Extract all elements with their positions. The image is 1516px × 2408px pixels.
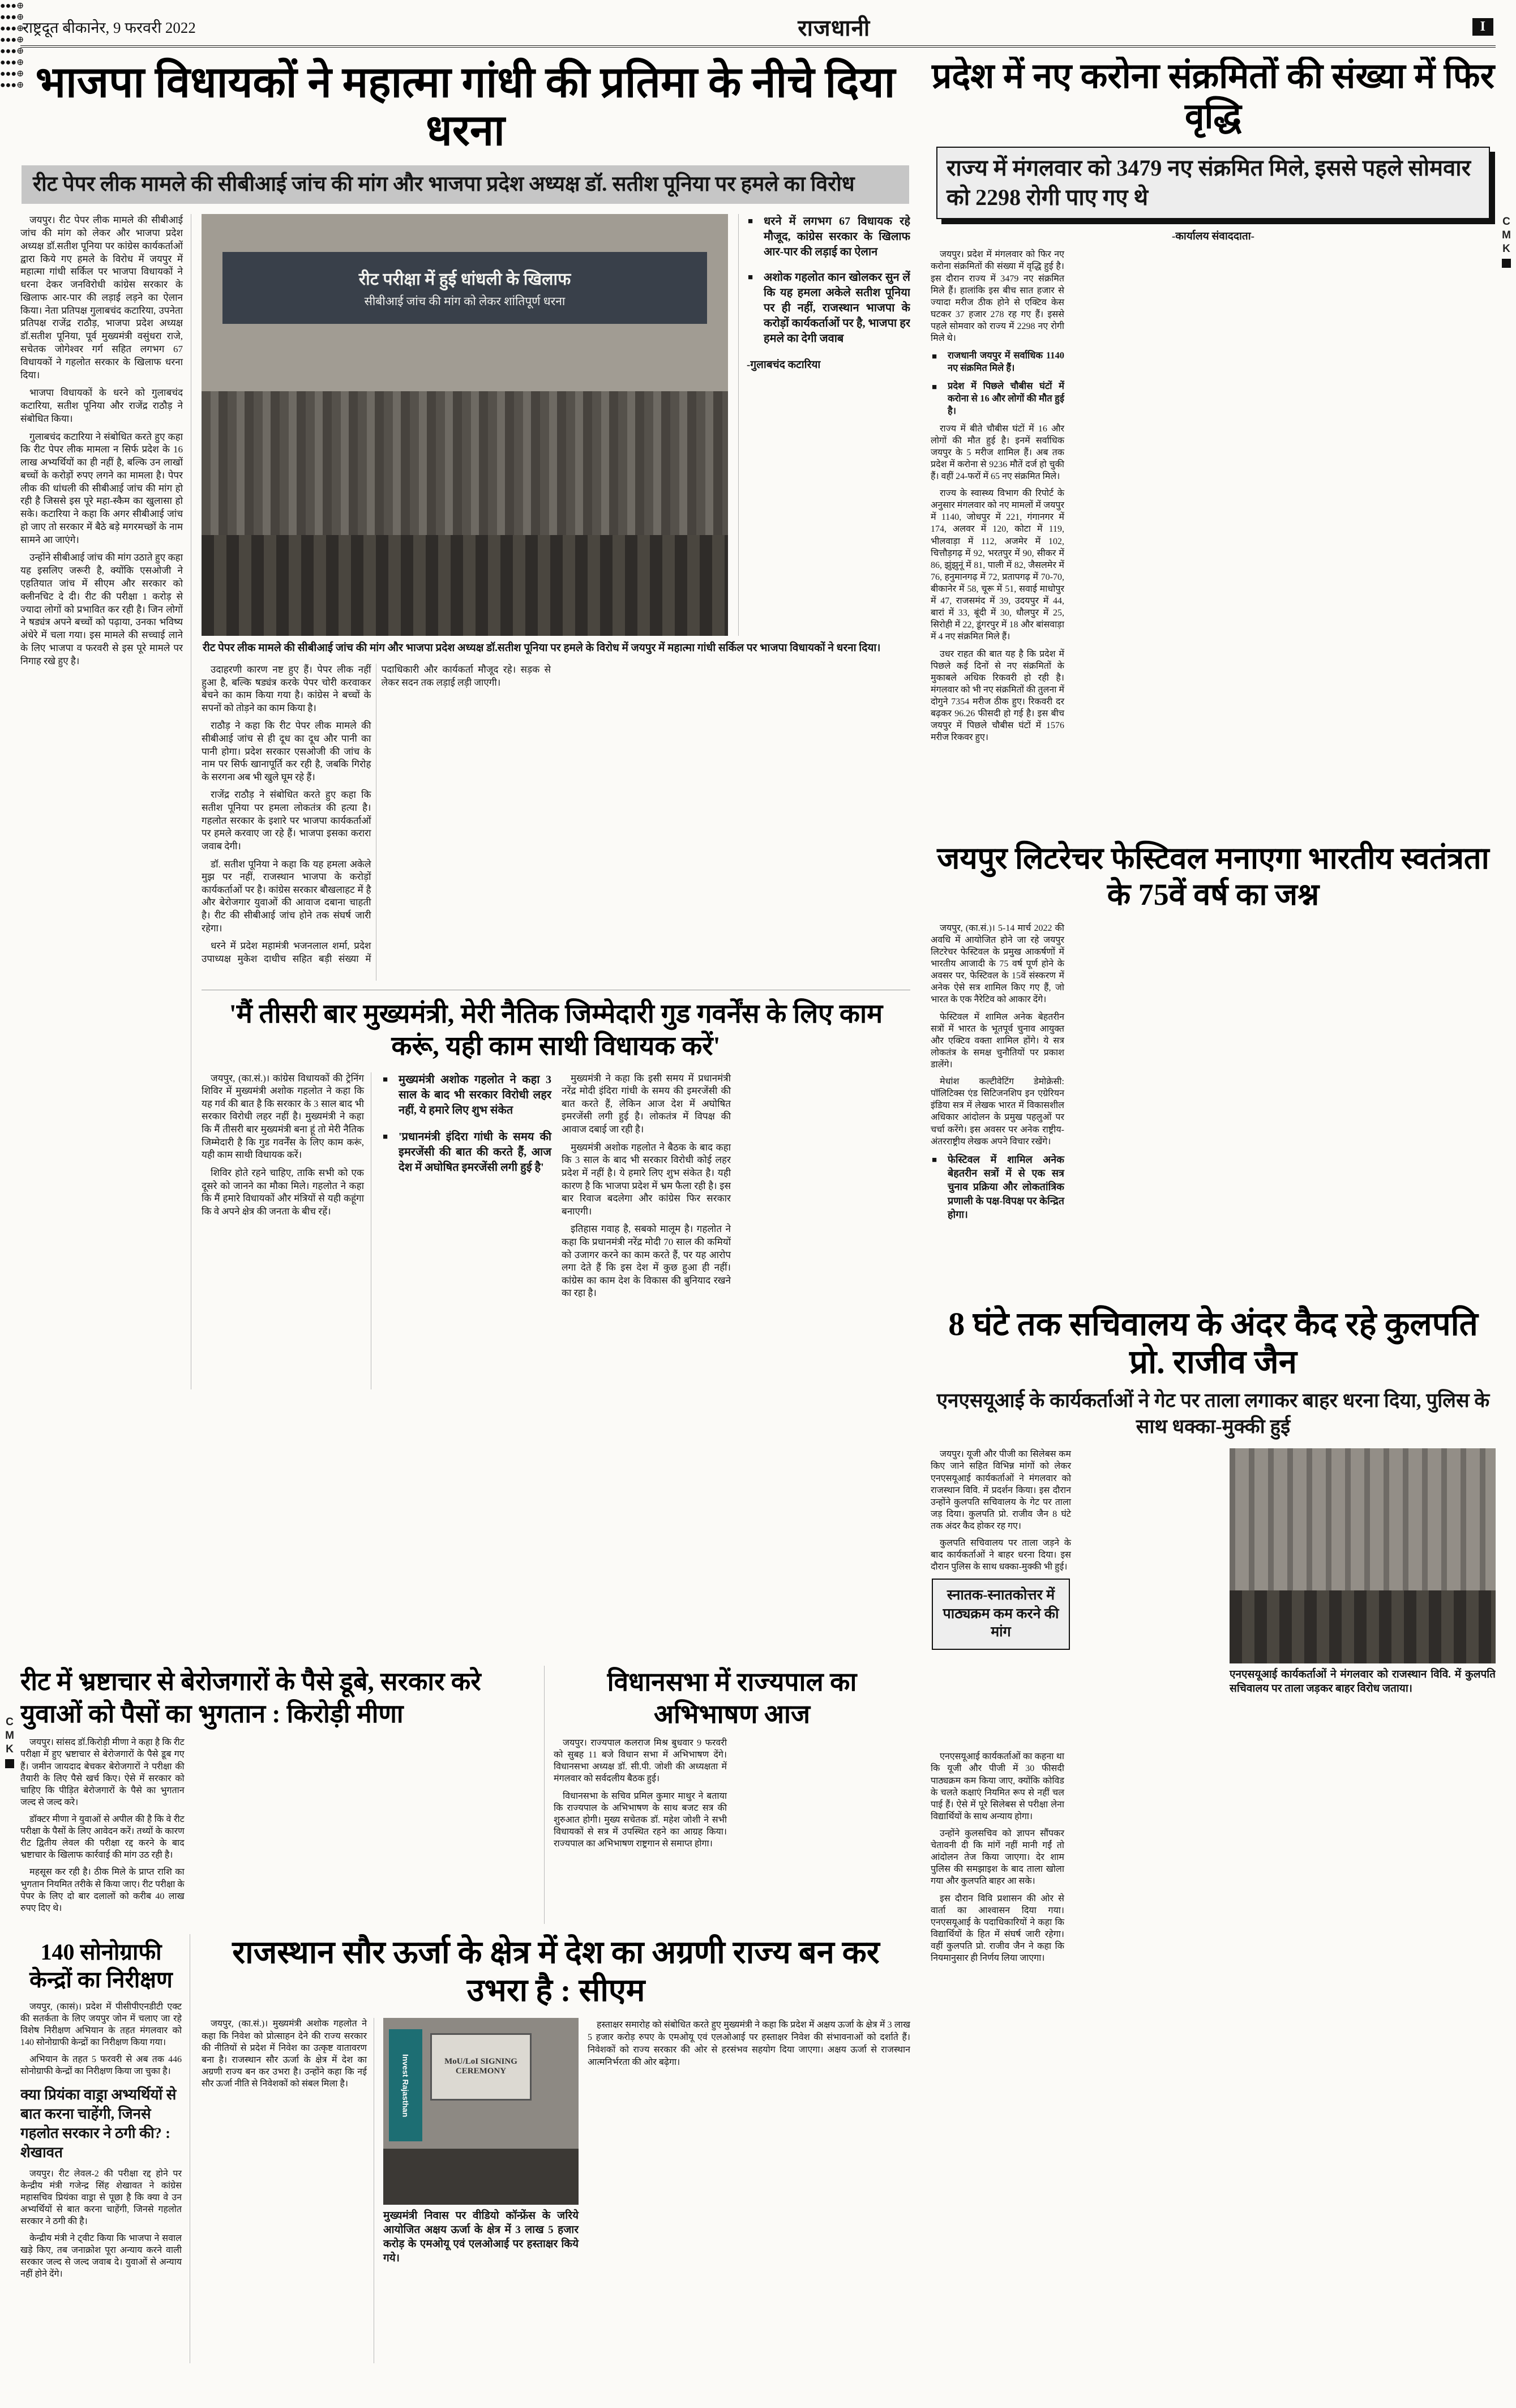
paragraph: मुख्यमंत्री अशोक गहलोत ने बैठक के बाद कहा कि 3 साल के बाद भी सरकार विरोधी कोई लहर प्रदेश में नहीं है। ये हमारे लिए शुभ संकेत है। यही कारण है कि भाजपा प्रदेश में भ्रम फैला रही है। इस बार रिवाज बदलेगा और कांग्रेस फिर सरकार बनाएगी। xyxy=(562,1141,731,1217)
paragraph: कुलपति सचिवालय पर ताला जड़ने के बाद कार्यकर्ताओं ने बाहर धरना दिया। इस दौरान पुलिस के साथ धक्का-मुक्की भी हुई। xyxy=(931,1538,1071,1572)
solar-photo-block xyxy=(383,2018,579,2363)
kulpati-photo-block xyxy=(1230,1448,1496,1743)
video-screen: MoU/LoI SIGNING CEREMONY xyxy=(430,2033,532,2101)
paragraph: धरने में प्रदेश महामंत्री भजनलाल शर्मा, प्रदेश उपाध्यक्ष मुकेश दाधीच सहित बड़ी संख्या में पदाधिकारी और कार्यकर्ता मौजूद रहे। सड़क से लेकर सदन तक लड़ाई लड़ी जाएगी। xyxy=(202,664,551,964)
dot-icon: ● xyxy=(0,58,6,67)
masthead: राष्ट्रदूत बीकानेर, 9 फरवरी 2022 xyxy=(23,19,196,36)
corona-body xyxy=(931,249,1496,820)
dharna-subhead: रीट पेपर लीक मामले की सीबीआई जांच की मांग और भाजपा प्रदेश अध्यक्ष डॉ. सतीश पूनिया पर हमले का विरोध xyxy=(22,165,909,204)
paragraph: डॉ. सतीश पूनिया ने कहा कि यह हमला अकेले मुझ पर नहीं, राजस्थान भाजपा के करोड़ों कार्यकर्ताओं पर है। कांग्रेस सरकार बौखलाहट में है और बेरोजगार युवाओं की आवाज दबाना चाहती है। रीट की सीबीआई जांच होने तक संघर्ष जारी रहेगा। xyxy=(202,858,371,934)
dot-icon: ● xyxy=(5,24,11,33)
paragraph: जयपुर। सांसद डॉ.किरोड़ी मीणा ने कहा है कि रीट परीक्षा में हुए भ्रष्टाचार से बेरोजगारों के पैसे डूब गए हैं। जमीन जायदाद बेचकर बेरोजगारों ने परीक्षा की तैयारी के लिए पैसे खर्च किए। ऐसे में सरकार को चाहिए कि पीड़ित बेरोजगारों के पैसे का भुगतान जल्द से जल्द करे। xyxy=(20,1738,185,1807)
registration-mark-left xyxy=(2,1716,17,1768)
dot-icon: ● xyxy=(11,46,17,56)
kulpati-headline: 8 घंटे तक सचिवालय के अंदर कैद रहे कुलपति प्रो. राजीव जैन xyxy=(948,1305,1478,1381)
corona-points xyxy=(931,349,1064,417)
section-title: राजधानी xyxy=(798,15,871,41)
paragraph: राजेंद्र राठौड़ ने संबोधित करते हुए कहा कि सतीश पूनिया पर हमला लोकतंत्र की हत्या है। गहलोत सरकार के इशारे पर भाजपा कार्यकर्ताओं पर हमले करवाए जा रहे हैं। भाजपा इसका करारा जवाब देगी। xyxy=(202,789,371,852)
dot-icon: ● xyxy=(5,1,11,11)
dharna-highlights xyxy=(738,214,910,636)
reg-letter: M xyxy=(5,1729,14,1742)
paragraph: हस्ताक्षर समारोह को संबोधित करते हुए मुख्यमंत्री ने कहा कि प्रदेश में अक्षय ऊर्जा के क्षेत्र में 3 लाख 5 हजार करोड़ रुपए के एमओयू एवं एलओआई पर हस्ताक्षर निवेश की संभावनाओं को दर्शाते हैं। निवेशकों को राज्य सरकार की ओर से हरसंभव सहयोग दिया जाएगा। अक्षय ऊर्जा से राजस्थान आत्मनिर्भरता की ओर बढ़ेगा। xyxy=(588,2020,910,2068)
dot-icon: ● xyxy=(11,24,17,33)
corona-paragraphs xyxy=(931,423,1064,744)
article-dharna xyxy=(20,57,910,1658)
paragraph: ■ धरने में लगभग 67 विधायक रहे मौजूद, कांग्रेस सरकार के खिलाफ आर-पार की लड़ाई का ऐलान xyxy=(747,214,910,260)
paragraph: जयपुर, (का.सं.)। 5-14 मार्च 2022 की अवधि में आयोजित होने जा रहे जयपुर लिटरेचर फेस्टिवल के प्रमुख आकर्षणों में भारतीय आजादी के 75 वर्ष पूर्ण होने के अवसर पर, फेस्टिवल के 15वें संस्करण में अनेक ऐसे सत्र शामिल किए गए हैं, जो भारत के एक नैरेटिव को आकार देंगे। xyxy=(931,923,1064,1005)
gate-protest-photo xyxy=(1230,1448,1496,1663)
litfest-headline: जयपुर लिटरेचर फेस्टिवल मनाएगा भारतीय स्वतंत्रता के 75वें वर्ष का जश्न xyxy=(937,841,1489,912)
article-litfest xyxy=(931,841,1496,1284)
paragraph: राज्य में बीते चौबीस घंटों में 16 और लोगों की मौत हुई है। इनमें सर्वाधिक जयपुर के 5 मरीज शामिल हैं। अब तक प्रदेश में करोना से 9236 मौतें दर्ज हो चुकी हैं। वहीं 24-फरों में 65 नए संक्रमित मिले। xyxy=(931,424,1064,481)
plus-icon: ⊕ xyxy=(16,1,24,11)
article-cm-quote xyxy=(202,990,910,1389)
article-kirodi xyxy=(20,1666,533,1924)
shekhawat-headline: क्या प्रियंका वाड्रा अभ्यर्थियों से बात करना चाहेंगी, जिनसे गहलोत सरकार ने ठगी की? : शेखावत xyxy=(20,2086,177,2161)
reg-letter: K xyxy=(1502,242,1510,255)
dharna-body xyxy=(202,664,910,981)
photo-banner-subtext: सीबीआई जांच की मांग को लेकर शांतिपूर्ण धरना xyxy=(364,294,566,309)
solar-column-2 xyxy=(588,2018,910,2363)
paragraph: जयपुर। रीट लेवल-2 की परीक्षा रद्द होने पर केन्द्रीय मंत्री गजेन्द्र सिंह शेखावत ने कांग्रेस महासचिव प्रियंका वाड्रा से पूछा है कि क्या वे उन अभ्यर्थियों से बात करना चाहेंगी, जिनसे गहलोत सरकार ने ठगी की है। xyxy=(20,2169,182,2226)
paragraph: मुख्यमंत्री ने कहा कि इसी समय में प्रधानमंत्री नरेंद्र मोदी इंदिरा गांधी के समय की इमरजेंसी की बात करते हैं, लेकिन आज देश में अघोषित इमरजेंसी लगी हुई है। लोकतंत्र में विपक्ष की आवाज दबाई जा रही है। xyxy=(562,1072,731,1135)
kulpati-body-continued xyxy=(931,1751,1496,2238)
shekhawat-body xyxy=(20,2168,182,2281)
dot-icon: ● xyxy=(11,1,17,11)
photo-banner-text: रीट परीक्षा में हुई धांधली के खिलाफ xyxy=(358,270,571,289)
dot-icon: ● xyxy=(11,12,17,22)
paragraph: शिविर होते रहने चाहिए, ताकि सभी को एक दूसरे को जानने का मौका मिले। गहलोत ने कहा कि मैं हमारे विधायकों और मंत्रियों से यही कहूंगा कि वे अपने क्षेत्र की जनता के बीच रहें। xyxy=(202,1167,364,1217)
dot-icon: ● xyxy=(11,35,17,45)
paragraph: विधानसभा के सचिव प्रमिल कुमार माथुर ने बताया कि राज्यपाल के अभिभाषण के साथ बजट सत्र की शुरुआत होगी। मुख्य सचेतक डॉ. महेश जोशी ने सभी विधायकों से सत्र में उपस्थित रहने का आग्रह किया। राज्यपाल का अभिभाषण राष्ट्रगान से समाप्त होगा। xyxy=(554,1791,727,1849)
paragraph: इतिहास गवाह है, सबको मालूम है। गहलोत ने कहा कि प्रधानमंत्री नरेंद्र मोदी 70 साल की कमियों को उजागर करने का काम करते हैं, पर यह आरोप लगा देते हैं कि इस देश में कुछ हुआ ही नहीं। कांग्रेस का काम देश के विकास की बुनियाद रखने का रहा है। xyxy=(562,1224,731,1299)
paragraph: ■ प्रदेश में पिछले चौबीस घंटों में करोना से 16 और लोगों की मौत हुई है। xyxy=(931,380,1064,418)
dharna-headline: भाजपा विधायकों ने महात्मा गांधी की प्रतिमा के नीचे दिया धरना xyxy=(35,59,896,155)
paragraph: गुलाबचंद कटारिया ने संबोधित करते हुए कहा कि रीट पेपर लीक मामला न सिर्फ प्रदेश के 16 लाख अभ्यर्थियों का ही नहीं है, बल्कि उन लाखों बच्चों के करोड़ों रुपए लगने का मामला है। पेपर लीक की धांधली की सीबीआई जांच की मांग हो रही है जिससे इस पूरे महा-स्कैम का खुलासा हो सके। कटारिया ने कहा कि अगर सीबीआई जांच हो जाए तो सरकार में बैठे बड़े मगरमच्छों के नाम सामने आ जाएंगे। xyxy=(20,431,183,545)
paragraph: जयपुर। प्रदेश में मंगलवार को फिर नए करोना संक्रमितों की संख्या में वृद्धि हुई है। इस दौरान राज्य में 3479 नए संक्रमित मिले हैं। हालांकि इस बीच सात हजार से ज्यादा मरीज ठीक होने से एक्टिव केस घटकर 37 हजार 278 रह गए हैं। इससे पहले सोमवार को राज्य में 2298 नए रोगी मिले थे। xyxy=(931,250,1064,344)
protest-photo-caption: रीट पेपर लीक मामले की सीबीआई जांच की मांग और भाजपा प्रदेश अध्यक्ष डॉ.सतीश पूनिया पर हमले के विरोध में जयपुर में महात्मा गांधी सर्किल पर भाजपा विधायकों ने धरना दिया। xyxy=(203,642,881,655)
right-column-stack xyxy=(931,57,1496,2361)
plus-icon: ⊕ xyxy=(16,69,24,79)
person-silhouette xyxy=(442,2097,468,2153)
article-solar xyxy=(202,1934,910,2363)
cm-quote-highlights xyxy=(382,1072,551,1389)
corona-lead xyxy=(931,249,1064,344)
article-sonography xyxy=(20,1934,190,2363)
dot-icon: ● xyxy=(11,58,17,67)
protest-photo xyxy=(202,214,728,636)
crowd-texture xyxy=(202,535,728,636)
reg-letter: C xyxy=(6,1716,14,1728)
plus-icon: ⊕ xyxy=(16,24,24,33)
article-kulpati xyxy=(931,1305,1496,2238)
dot-icon: ● xyxy=(11,69,17,79)
signing-photo-caption: मुख्यमंत्री निवास पर वीडियो कॉन्फ्रेंस के जरिये आयोजित अक्षय ऊर्जा के क्षेत्र में 3 लाख 5 हजार करोड़ के एमओयू एवं एलओआई पर हस्ताक्षर किये गये। xyxy=(383,2210,579,2264)
kulpati-paragraphs xyxy=(931,1448,1071,1573)
kulpati-subhead: एनएसयूआई के कार्यकर्ताओं ने गेट पर ताला लगाकर बाहर धरना दिया, पुलिस के साथ धक्का-मुक्की हुई xyxy=(936,1389,1490,1438)
dharna-main-area xyxy=(202,214,910,1389)
paragraph: जयपुर, (कासं)। प्रदेश में पीसीपीएनडीटी एक्ट की सतर्कता के लिए जयपुर जोन में चलाए जा रहे विशेष निरीक्षण अभियान के तहत मंगलवार को 140 सोनोग्राफी केन्द्रों का निरीक्षण किया गया। xyxy=(20,2001,182,2047)
vidhansabha-headline: विधानसभा में राज्यपाल का अभिभाषण आज xyxy=(607,1667,857,1729)
sonography-headline: 140 सोनोग्राफी केन्द्रों का निरीक्षण xyxy=(29,1939,173,1992)
page-marker: I xyxy=(1472,18,1493,36)
paragraph: ■ मुख्यमंत्री अशोक गहलोत ने कहा 3 साल के बाद भी सरकार विरोधी लहर नहीं, ये हमारे लिए शुभ संकेत xyxy=(382,1072,551,1118)
litfest-bullet: ■ फेस्टिवल में शामिल अनेक बेहतरीन सत्रों में से एक सत्र चुनाव प्रक्रिया और लोकतांत्रिक प्रणाली के पक्ष-विपक्ष पर केन्द्रित होगा। xyxy=(931,1153,1064,1221)
cm-quote-body xyxy=(562,1072,910,1389)
paragraph: भाजपा विधायकों के धरने को गुलाबचंद कटारिया, सतीश पूनिया और राजेंद्र राठौड़ ने संबोधित किया। xyxy=(20,387,183,424)
reg-letter: M xyxy=(1502,229,1511,241)
paragraph: राठौड़ ने कहा कि रीट पेपर लीक मामले की सीबीआई जांच से ही दूध का दूध और पानी का पानी होगा। प्रदेश सरकार एसओजी की जांच के नाम पर सिर्फ खानापूर्ति कर रही है, जबकि गिरोह के सरगना अब भी खुले घूम रहे हैं। xyxy=(202,720,371,782)
signing-ceremony-photo xyxy=(383,2018,579,2205)
footer-dot-group xyxy=(0,0,1516,11)
paragraph: मेधांश कल्टीवेटिंग डेमोक्रेसी: पॉलिटिक्स एंड सिटिजनशिप इन एग्रेरियन इंडिया सत्र में लेखक भारत में विकासशील अधिकार आंदोलन के प्रमुख पहलुओं पर चर्चा करेंगे। इस अवसर पर अनेक राष्ट्रीय-अंतरराष्ट्रीय लेखक अपने विचार रखेंगे। xyxy=(931,1077,1064,1147)
crowd-texture xyxy=(1230,1590,1496,1663)
dot-icon: ● xyxy=(11,80,17,90)
dot-icon: ● xyxy=(0,46,6,56)
corona-byline: -कार्यालय संवाददाता- xyxy=(1172,230,1254,243)
paragraph: उन्होंने सीबीआई जांच की मांग उठाते हुए कहा यह इसलिए जरूरी है, क्योंकि एसओजी ने एहतियात जांच में सीएम और सरकार को क्लीनचिट दे दी। रीट की परीक्षा 1 करोड़ से ज्यादा लोगों को प्रभावित कर रही है। जिन लोगों ने षड्यंत्र अपने बच्चों को पढ़ाया, उनका भविष्य अंधेरे में चला गया। इस मामले की सच्चाई लाने के लिए भाजपा व फरवरी से इस पूरे मामले पर निगाह रखे हुए है। xyxy=(20,552,183,666)
kirodi-body xyxy=(20,1737,533,1923)
cm-quote-column-1 xyxy=(202,1072,371,1389)
registration-mark-right xyxy=(1499,215,1514,268)
paragraph: अभियान के तहत 5 फरवरी से अब तक 446 सोनोग्राफी केन्द्रों का निरीक्षण किया जा चुका है। xyxy=(20,2055,182,2077)
dot-icon: ● xyxy=(5,58,11,67)
dot-icon: ● xyxy=(5,46,11,56)
table-silhouette xyxy=(383,2149,579,2205)
reg-square-icon xyxy=(1502,259,1511,268)
gate-photo-caption: एनएसयूआई कार्यकर्ताओं ने मंगलवार को राजस्थान विवि. में कुलपति सचिवालय पर ताला जड़कर बाहर विरोध जताया। xyxy=(1230,1669,1496,1695)
paragraph: ■ 'प्रधानमंत्री इंदिरा गांधी के समय की इमरजेंसी की बात की करते हैं, आज देश में अघोषित इमरजेंसी लगी हुई है' xyxy=(382,1130,551,1175)
litfest-body xyxy=(931,922,1496,1285)
paragraph: जयपुर, (का.सं.)। कांग्रेस विधायकों की ट्रेनिंग शिविर में मुख्यमंत्री अशोक गहलोत ने कहा कि यह गर्व की बात है कि सरकार के 3 साल बाद भी सरकार विरोधी लहर नहीं है। मुख्यमंत्री ने कहा कि मैं तीसरी बार मुख्यमंत्री बना हूं तो मेरी नैतिक जिम्मेदारी है कि गुड गवर्नेंस के लिए काम करूं, यही काम साथी विधायक करें। xyxy=(202,1072,364,1161)
corona-subhead: राज्य में मंगलवार को 3479 नए संक्रमित मिले, इससे पहले सोमवार को 2298 रोगी पाए गए थे xyxy=(936,147,1490,219)
dharna-bullet-list xyxy=(747,214,910,347)
plus-icon: ⊕ xyxy=(16,80,24,90)
paragraph: फेस्टिवल में शामिल अनेक बेहतरीन सत्रों में भारत के भूतपूर्व चुनाव आयुक्त और एक्टिव वक्ता शामिल होंगे। ये सत्र लोकतंत्र के समक्ष चुनौतियों पर प्रकाश डालेंगे। xyxy=(931,1012,1064,1070)
paragraph: राज्य के स्वास्थ्य विभाग की रिपोर्ट के अनुसार मंगलवार को नए मामलों में जयपुर में 1140, जोधपुर में 221, गंगानगर में 174, अलवर में 120, कोटा में 119, भीलवाड़ा में 112, अजमेर में 102, चित्तौड़गढ़ में 92, भरतपुर में 90, सीकर में 86, झुंझुनूं में 81, पाली में 82, जैसलमेर में 76, हनुमानगढ़ में 72, प्रतापगढ़ में 70-70, बीकानेर में 58, चूरू में 51, सवाई माधोपुर में 47, राजसमंद में 39, उदयपुर में 44, बारां में 33, बूंदी में 30, धौलपुर में 25, सिरोही में 22, डूंगरपुर में 18 और बांसवाड़ा में 4 नए संक्रमित मिले हैं। xyxy=(931,489,1064,642)
reg-letter: C xyxy=(1502,216,1510,228)
person-silhouette xyxy=(512,2097,538,2153)
dot-icon: ● xyxy=(0,12,6,22)
plus-icon: ⊕ xyxy=(16,58,24,67)
vidhansabha-body xyxy=(554,1737,910,1924)
reg-square-icon xyxy=(5,1759,14,1768)
article-corona xyxy=(931,57,1496,820)
dot-icon: ● xyxy=(0,80,6,90)
sonography-body xyxy=(20,2001,182,2078)
paragraph: जयपुर। रीट पेपर लीक मामले की सीबीआई जांच की मांग को लेकर और भाजपा प्रदेश अध्यक्ष डॉ.सतीश पूनिया पर कांग्रेस कार्यकर्ताओं द्वारा किये गए हमले के विरोध में जयपुर में महात्मा गांधी सर्किल पर भाजपा विधायकों ने धरना देकर जनविरोधी कांग्रेस सरकार के खिलाफ आर-पार की लड़ाई लड़ने का ऐलान किया। नेता प्रतिपक्ष गुलाबचंद कटारिया, उपनेता प्रतिपक्ष राजेंद्र राठौड़, भाजपा प्रदेश अध्यक्ष डॉ.सतीश पूनिया, पूर्व मुख्यमंत्री वसुंधरा राजे, सचेतक जोगेश्वर गर्ग सहित लगभग 67 विधायकों ने गहलोत सरकार के खिलाफ धरना दिया। xyxy=(20,215,183,380)
solar-headline: राजस्थान सौर ऊर्जा के क्षेत्र में देश का अग्रणी राज्य बन कर उभरा है : सीएम xyxy=(232,1935,880,2009)
plus-icon: ⊕ xyxy=(16,35,24,45)
dot-icon: ● xyxy=(0,1,6,11)
cm-quote-headline: 'मैं तीसरी बार मुख्यमंत्री, मेरी नैतिक जिम्मेदारी गुड गवर्नेंस के लिए काम करूं, यही काम साथी विधायक करें' xyxy=(229,999,883,1062)
paragraph: उदाहरणी कारण नष्ट हुए हैं। पेपर लीक नहीं हुआ है, बल्कि षड्यंत्र करके पेपर चोरी करवाकर बेचने का काम किया गया है। कांग्रेस ने बच्चों के सपनों को तोड़ने का काम किया है। xyxy=(202,664,371,713)
dot-icon: ● xyxy=(0,69,6,79)
paragraph: उन्होंने कुलसचिव को ज्ञापन सौंपकर चेतावनी दी कि मांगें नहीं मानी गईं तो आंदोलन तेज किया जाएगा। देर शाम पुलिस की समझाइश के बाद ताला खोला गया और कुलपति बाहर आ सके। xyxy=(931,1828,1064,1887)
kirodi-headline: रीट में भ्रष्टाचार से बेरोजगारों के पैसे डूबे, सरकार करे युवाओं को पैसों का भुगतान : किरोड़ी मीणा xyxy=(20,1667,481,1728)
litfest-highlight xyxy=(931,1153,1064,1221)
solar-column-1 xyxy=(202,2018,374,2363)
dot-icon: ● xyxy=(0,24,6,33)
dot-icon: ● xyxy=(5,69,11,79)
invest-banner: Invest Rajasthan xyxy=(389,2029,422,2141)
bottom-left-region xyxy=(20,1666,910,2367)
plus-icon: ⊕ xyxy=(16,12,24,22)
paragraph: केन्द्रीय मंत्री ने ट्वीट किया कि भाजपा ने सवाल खड़े किए, तब जनाक्रोश पूरा अन्याय करने वाली सरकार जल्द से जल्द जवाब दे। युवाओं से अन्याय नहीं होने देंगे। xyxy=(20,2234,182,2279)
paragraph: उधर राहत की बात यह है कि प्रदेश में पिछले कई दिनों से नए संक्रमितों के मुकाबले अधिक रिकवरी हो रही है। मंगलवार को भी नए संक्रमितों की तुलना में दोगुने 7354 मरीज ठीक हुए। रिकवरी दर बढ़कर 96.26 फीसदी हो गई है। इस बीच जयपुर में पिछले चौबीस घंटों में 1576 मरीज रिकवर हुए। xyxy=(931,649,1064,743)
reg-letter: K xyxy=(6,1743,14,1755)
paragraph: जयपुर। राज्यपाल कलराज मिश्र बुधवार 9 फरवरी को सुबह 11 बजे विधान सभा में अभिभाषण देंगे। विधानसभा अध्यक्ष डॉ. सी.पी. जोशी की अध्यक्षता में मंगलवार को सर्वदलीय बैठक हुई। xyxy=(554,1738,727,1784)
page-header xyxy=(20,12,1496,48)
corona-headline: प्रदेश में नए करोना संक्रमितों की संख्या में फिर वृद्धि xyxy=(932,57,1494,136)
dot-icon: ● xyxy=(5,35,11,45)
plus-icon: ⊕ xyxy=(16,46,24,56)
photo-banner xyxy=(222,252,707,324)
paragraph: डॉक्टर मीणा ने युवाओं से अपील की है कि वे रीट परीक्षा के पैसों के लिए आवेदन करें। तथ्यों के कारण रीट द्वितीय लेवल की परीक्षा रद्द करने के बाद भ्रष्टाचार के खिलाफ कार्रवाई की मांग उठ रही है। xyxy=(20,1815,185,1860)
dot-icon: ● xyxy=(5,12,11,22)
dot-icon: ● xyxy=(5,80,11,90)
dharna-column-1 xyxy=(20,214,191,1389)
paragraph: इस दौरान विवि प्रशासन की ओर से वार्ता का आश्वासन दिया गया। एनएसयूआई के पदाधिकारियों ने कहा कि विद्यार्थियों के हित में संघर्ष जारी रहेगा। वहीं कुलपति प्रो. राजीव जैन ने कहा कि नियमानुसार ही निर्णय लिया जाएगा। xyxy=(931,1893,1064,1964)
paragraph: जयपुर। यूजी और पीजी का सिलेबस कम किए जाने सहित विभिन्न मांगों को लेकर एनएसयूआई कार्यकर्ताओं ने मंगलवार को राजस्थान विवि. में प्रदर्शन किया। इस दौरान उन्होंने कुलपति सचिवालय के गेट पर ताला जड़ दिया। कुलपति प्रो. राजीव जैन 8 घंटे तक अंदर कैद होकर रह गए। xyxy=(931,1449,1071,1531)
article-vidhansabha xyxy=(544,1666,910,1924)
person-silhouette xyxy=(477,2097,503,2153)
dot-icon: ● xyxy=(0,35,6,45)
paragraph: जयपुर, (का.सं.)। मुख्यमंत्री अशोक गहलोत ने कहा कि निवेश को प्रोत्साहन देने की राज्य सरकार की नीतियों से प्रदेश में निवेश का उत्कृष्ट वातावरण बना है। राजस्थान सौर ऊर्जा के क्षेत्र में देश का अग्रणी राज्य बन कर उभरा है। उन्होंने कहा कि नई सौर ऊर्जा नीति से निवेशकों को संबल मिला है। xyxy=(202,2019,367,2089)
paragraph: ■ अशोक गहलोत कान खोलकर सुन लें कि यह हमला अकेले सतीश पूनिया पर ही नहीं, राजस्थान भाजपा के करोड़ों कार्यकर्ताओं पर है, भाजपा हर हमले का देगी जवाब xyxy=(747,270,910,347)
litfest-paragraphs xyxy=(931,922,1064,1148)
paragraph: महसूस कर रही है। ठीक मिले के प्राप्त राशि का भुगतान नियमित तरीके से किया जाए। रीट परीक्षा के पेपर के लिए दो बार दलालों को करीब 40 लाख रुपए दिए थे। xyxy=(20,1867,185,1913)
paragraph: एनएसयूआई कार्यकर्ताओं का कहना था कि यूजी और पीजी में 30 फीसदी पाठ्यक्रम कम किया जाए, क्योंकि कोविड के चलते कक्षाएं नियमित रूप से नहीं चल पाई हैं। ऐसे में पूरे सिलेबस से परीक्षा लेना विद्यार्थियों के साथ अन्याय होगा। xyxy=(931,1752,1064,1821)
bullet-attribution: -गुलाबचंद कटारिया xyxy=(747,359,821,371)
kulpati-demand-box: स्नातक-स्नातकोत्तर में पाठ्यक्रम कम करने की मांग xyxy=(932,1579,1070,1650)
kulpati-body xyxy=(931,1448,1220,1743)
paragraph: ■ राजधानी जयपुर में सर्वाधिक 1140 नए संक्रमित मिले हैं। xyxy=(931,349,1064,375)
